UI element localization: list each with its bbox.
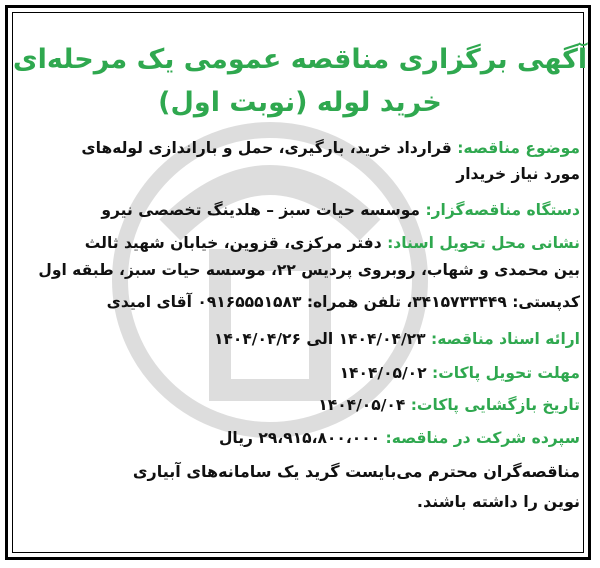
docs-label: ارائه اسناد مناقصه: [431, 330, 580, 348]
organizer-text: موسسه حیات سبز – هلدینگ تخصصی نیرو [101, 201, 421, 219]
closing-text-2: نوین را داشته باشند. [416, 492, 580, 511]
opening-row [20, 393, 580, 417]
subject-row [20, 136, 580, 160]
opening-label: تاریخ بازگشایی پاکات: [410, 396, 580, 414]
docs-row [20, 327, 580, 351]
deposit-label: سپرده شرکت در مناقصه: [385, 429, 580, 447]
opening-text: ۱۴۰۴/۰۵/۰۴ [318, 396, 406, 414]
docs-text: ۱۴۰۴/۰۴/۲۳ الی ۱۴۰۴/۰۴/۲۶ [213, 330, 426, 348]
deposit-text: ۲۹،۹۱۵،۸۰۰،۰۰۰ ریال [218, 429, 381, 447]
deadline-label: مهلت تحویل پاکات: [432, 364, 580, 382]
subject-label: موضوع مناقصه: [457, 139, 580, 157]
organizer-row [20, 198, 580, 222]
subject-text-1: قرارداد خرید، بارگیری، حمل و باراندازی لوله‌های [81, 139, 452, 157]
address-text-1: دفتر مرکزی، قزوین، خیابان شهید ثالث [84, 234, 382, 252]
address-text-3: کدپستی: ۳۴۱۵۷۳۳۴۴۹، تلفن همراه: ۰۹۱۶۵۵۵۱۵۸۳ آقای امیدی [106, 293, 580, 311]
subject-text-2: مورد نیاز خریدار [456, 165, 580, 183]
organizer-label: دستگاه مناقصه‌گزار: [425, 201, 580, 219]
closing-row-1 [20, 460, 580, 484]
address-label: نشانی محل تحویل اسناد: [387, 234, 580, 252]
deposit-row [20, 426, 580, 450]
subject-row-cont [20, 162, 580, 186]
closing-row-2 [20, 490, 580, 514]
address-text-2: بین محمدی و شهاب، روبروی پردیس ۲۲، موسسه حیات سبز، طبقه اول [38, 261, 580, 279]
address-row-cont-2 [20, 290, 580, 314]
closing-text-1: مناقصه‌گران محترم می‌بایست گرید یک سامانه‌های آبیاری [132, 462, 580, 481]
notice-title-line2: خرید لوله (نوبت اول) [158, 87, 442, 118]
address-row [20, 231, 580, 255]
deadline-row [20, 361, 580, 385]
deadline-text: ۱۴۰۴/۰۵/۰۲ [339, 364, 427, 382]
notice-title-line1: آگهی برگزاری مناقصه عمومی یک مرحله‌ای [12, 44, 588, 75]
address-row-cont-1 [20, 258, 580, 282]
